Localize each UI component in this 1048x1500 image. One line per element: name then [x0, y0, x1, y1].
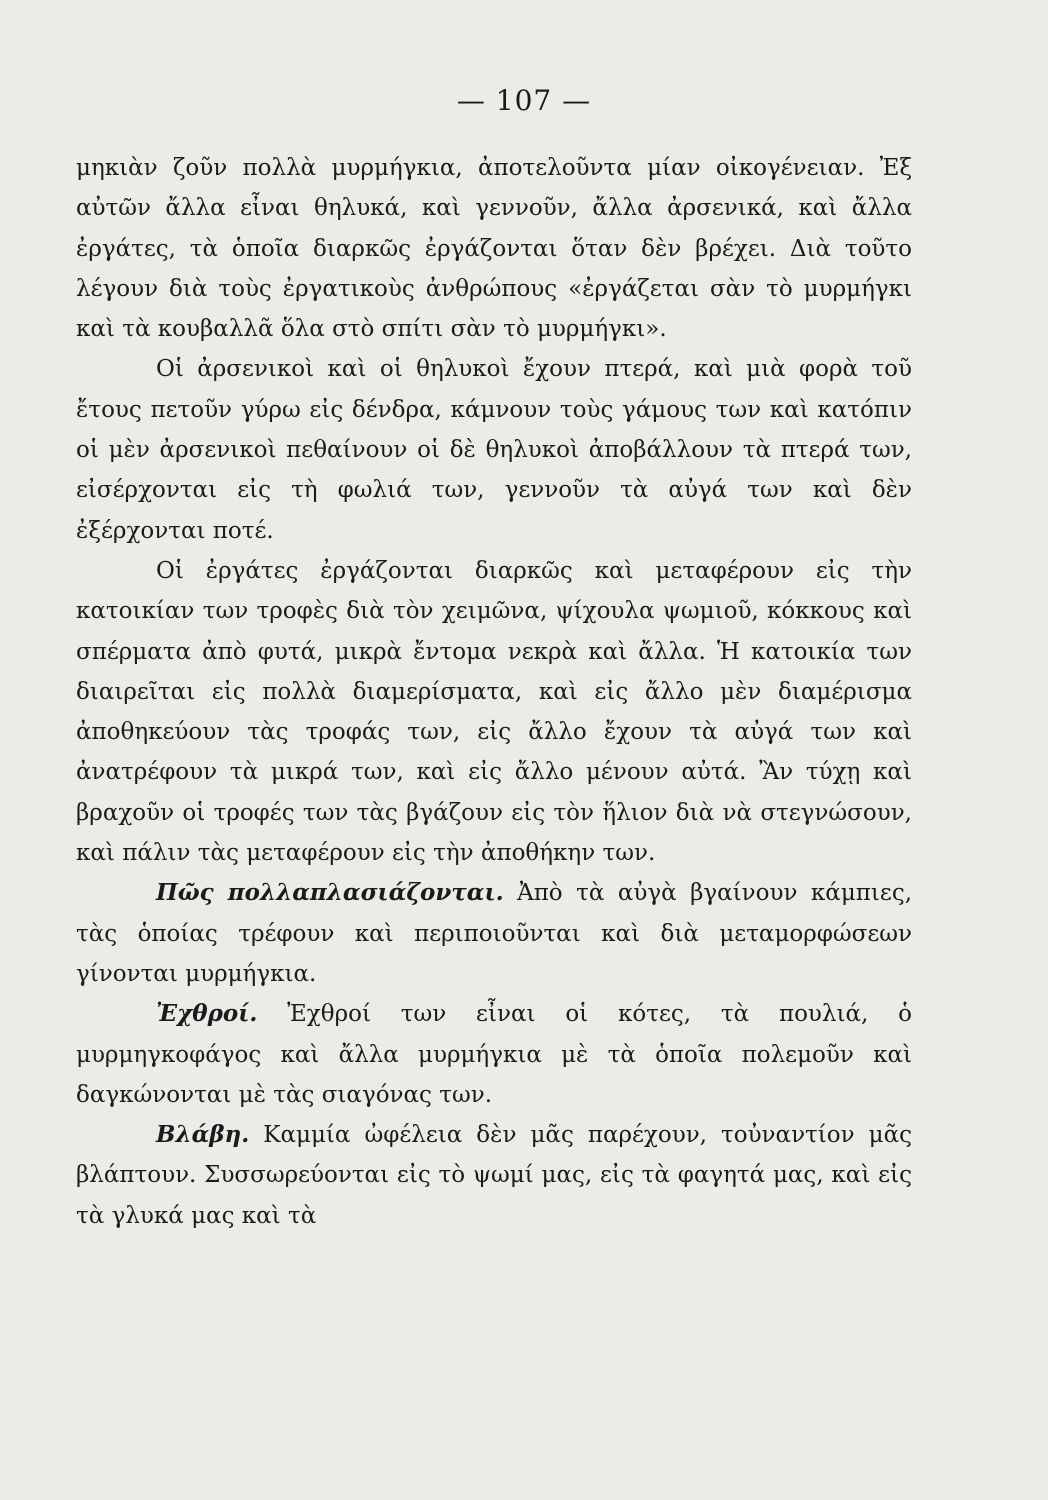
paragraph-text: Οἱ ἀρσενικοὶ καὶ οἱ θηλυκοὶ ἔχουν πτερά, καὶ μιὰ φορὰ τοῦ ἔτους πετοῦν γύρω εἰς δένδρα, κάμνουν τοὺς γάμους των καὶ κατόπιν οἱ μὲν ἀρσενικοὶ πεθαίνουν οἱ δὲ θηλυκοὶ ἀποβάλλουν τὰ πτερά των, εἰσέρχονται εἰς τὴ φωλιά των, γεννοῦν τὰ αὐγά των καὶ δὲν ἐξέρχονται ποτέ.	[76, 356, 912, 544]
paragraph-2	[76, 349, 912, 550]
paragraph-3	[76, 551, 912, 873]
section-heading-reproduction: Πῶς πολλαπλασιάζονται.	[156, 879, 504, 907]
paragraph-text: Ἀπὸ τὰ αὐγὰ βγαίνουν κάμπιες, τὰς ὁποίας τρέφουν καὶ περιποιοῦνται καὶ διὰ μεταμορφώσεων γίνονται μυρμήγκια.	[76, 880, 913, 987]
paragraph-4	[76, 873, 912, 994]
page-body	[76, 148, 912, 1236]
paragraph-1	[76, 148, 912, 349]
paragraph-text: Ἐχθροί των εἶναι οἱ κότες, τὰ πουλιά, ὁ μυρμηγκοφάγος καὶ ἄλλα μυρμήγκια μὲ τὰ ὁποῖα πολεμοῦν καὶ δαγκώνονται μὲ τὰς σιαγόνας των.	[76, 1001, 912, 1108]
paragraph-5	[76, 994, 912, 1115]
paragraph-text: Οἱ ἐργάτες ἐργάζονται διαρκῶς καὶ μεταφέρουν εἰς τὴν κατοικίαν των τροφὲς διὰ τὸν χειμῶνα, ψίχουλα ψωμιοῦ, κόκκους καὶ σπέρματα ἀπὸ φυτά, μικρὰ ἔντομα νεκρὰ καὶ ἄλλα. Ἡ κατοικία των διαιρεῖται εἰς πολλὰ διαμερίσματα, καὶ εἰς ἄλλο μὲν διαμέρισμα ἀποθηκεύουν τὰς τροφάς των, εἰς ἄλλο ἔχουν τὰ αὐγά των καὶ ἀνατρέφουν τὰ μικρά των, καὶ εἰς ἄλλο μένουν αὐτά. Ἂν τύχῃ καὶ βραχοῦν οἱ τροφές των τὰς βγάζουν εἰς τὸν ἥλιον διὰ νὰ στεγνώσουν, καὶ πάλιν τὰς μεταφέρουν εἰς τὴν ἀποθήκην των.	[76, 557, 912, 867]
paragraph-6	[76, 1115, 912, 1236]
page-number: — 107 —	[456, 84, 592, 117]
paragraph-text: μηκιὰν ζοῦν πολλὰ μυρμήγκια, ἀποτελοῦντα μίαν οἰκογένειαν. Ἐξ αὐτῶν ἄλλα εἶναι θηλυκά, καὶ γεννοῦν, ἄλλα ἀρσενικά, καὶ ἄλλα ἐργάτες, τὰ ὁποῖα διαρκῶς ἐργάζονται ὅταν δὲν βρέχει. Διὰ τοῦτο λέγουν διὰ τοὺς ἐργατικοὺς ἀνθρώπους «ἐργάζεται σὰν τὸ μυρμήγκι καὶ τὰ κουβαλλᾶ ὅλα στὸ σπίτι σὰν τὸ μυρμήγκι».	[76, 155, 912, 343]
section-heading-harm: Βλάβη.	[156, 1121, 250, 1149]
section-heading-enemies: Ἐχθροί.	[156, 1000, 258, 1028]
paragraph-text: Καμμία ὠφέλεια δὲν μᾶς παρέχουν, τοὐναντίον μᾶς βλάπτουν. Συσσωρεύονται εἰς τὸ ψωμί μας, εἰς τὰ φαγητά μας, καὶ εἰς τὰ γλυκά μας καὶ τὰ	[76, 1122, 912, 1229]
